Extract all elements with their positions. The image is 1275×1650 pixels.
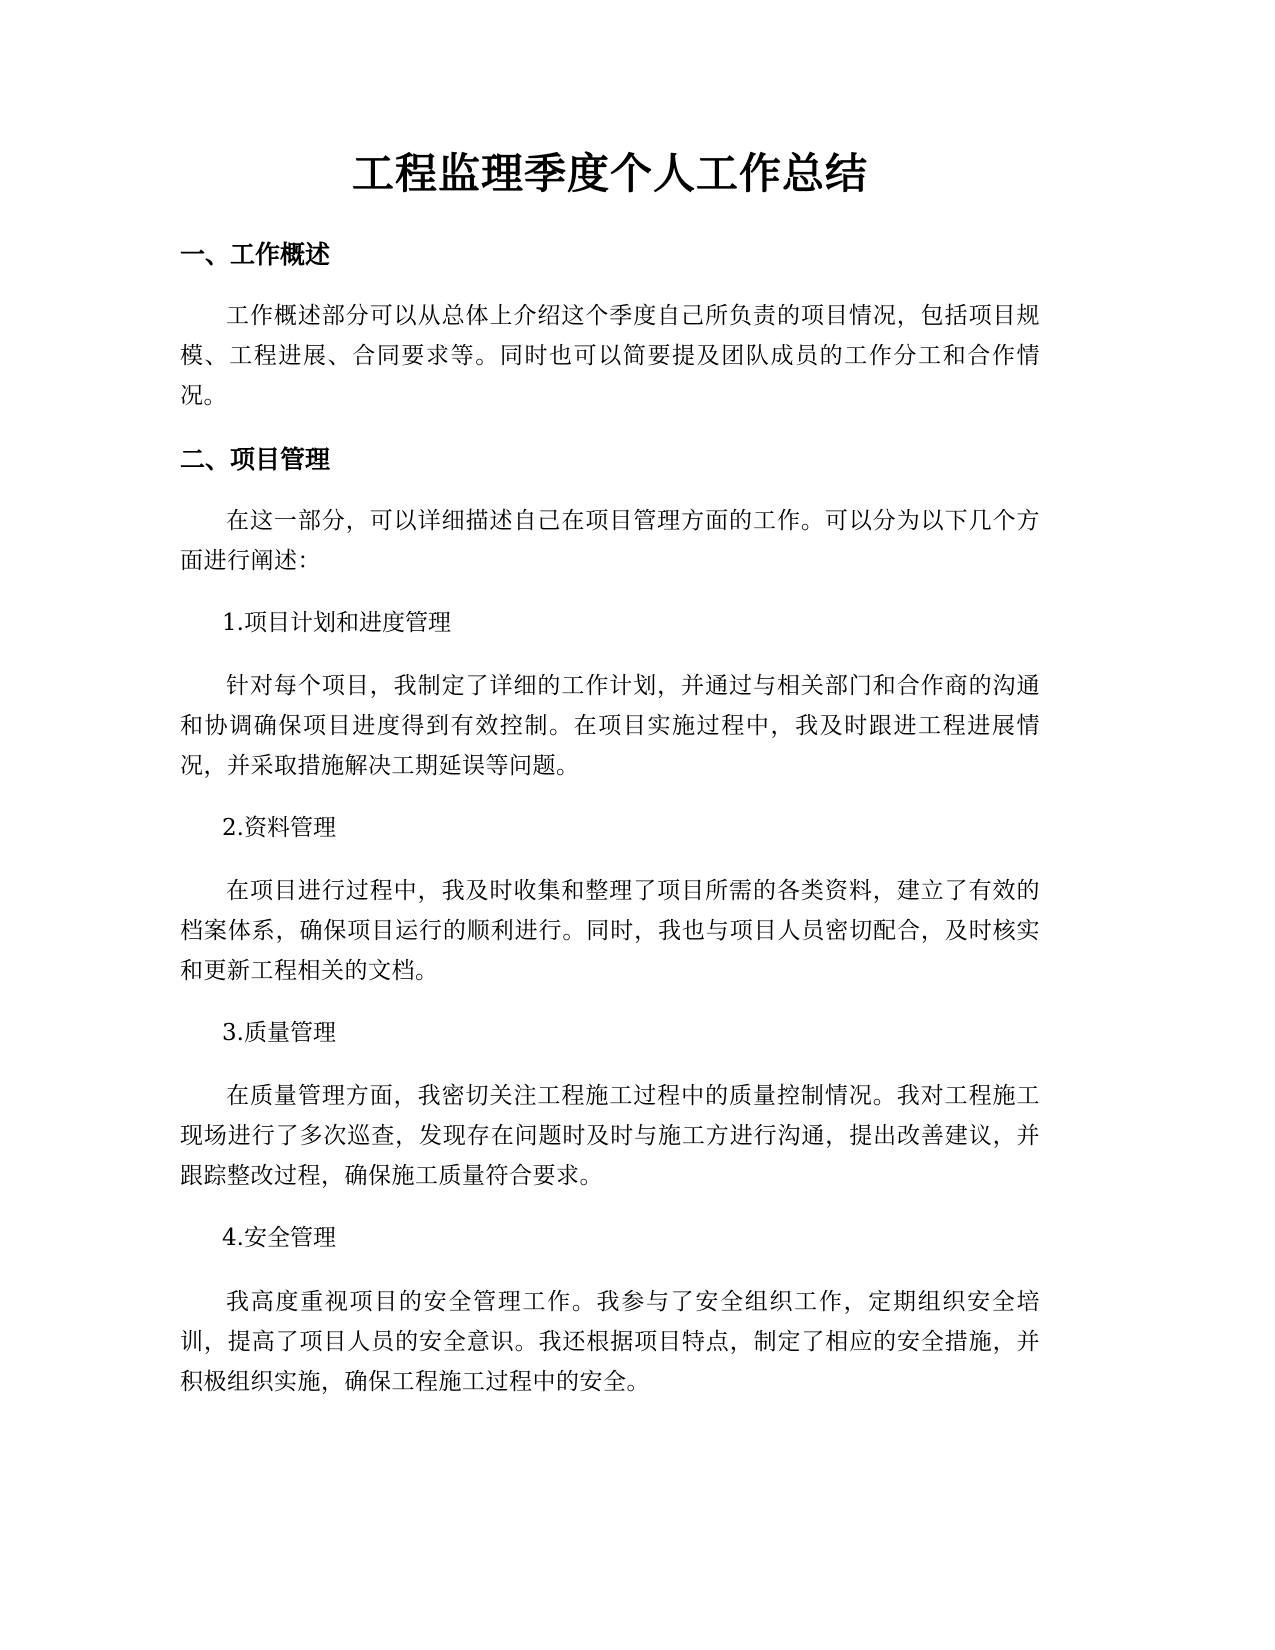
subsection-body-safety: 我高度重视项目的安全管理工作。我参与了安全组织工作，定期组织安全培训，提高了项目人员的安全意识。我还根据项目特点，制定了相应的安全措施，并积极组织实施，确保工程施工过程中的安全。 — [180, 1289, 1040, 1395]
subsection-body-schedule: 针对每个项目，我制定了详细的工作计划，并通过与相关部门和合作商的沟通和协调确保项目进度得到有效控制。在项目实施过程中，我及时跟进工程进展情况，并采取措施解决工期延误等问题。 — [180, 673, 1040, 779]
subsection-title-schedule: 1.项目计划和进度管理 — [222, 610, 451, 636]
document-page — [180, 0, 1040, 1650]
subsection-title-documents: 2.资料管理 — [222, 815, 336, 841]
subsection-body-quality: 在质量管理方面，我密切关注工程施工过程中的质量控制情况。我对工程施工现场进行了多次巡查，发现存在问题时及时与施工方进行沟通，提出改善建议，并跟踪整改过程，确保施工质量符合要求。 — [180, 1083, 1040, 1189]
section-heading-overview: 一、工作概述 — [180, 240, 331, 269]
project-management-intro: 在这一部分，可以详细描述自己在项目管理方面的工作。可以分为以下几个方面进行阐述： — [180, 508, 1040, 574]
document-title: 工程监理季度个人工作总结 — [351, 149, 868, 198]
subsection-title-safety: 4.安全管理 — [222, 1225, 336, 1251]
subsection-body-documents: 在项目进行过程中，我及时收集和整理了项目所需的各类资料，建立了有效的档案体系，确保项目运行的顺利进行。同时，我也与项目人员密切配合，及时核实和更新工程相关的文档。 — [180, 878, 1040, 984]
subsection-title-quality: 3.质量管理 — [222, 1020, 336, 1046]
section-heading-project-management: 二、项目管理 — [180, 445, 331, 474]
overview-paragraph: 工作概述部分可以从总体上介绍这个季度自己所负责的项目情况，包括项目规模、工程进展、合同要求等。同时也可以简要提及团队成员的工作分工和合作情况。 — [180, 303, 1040, 409]
